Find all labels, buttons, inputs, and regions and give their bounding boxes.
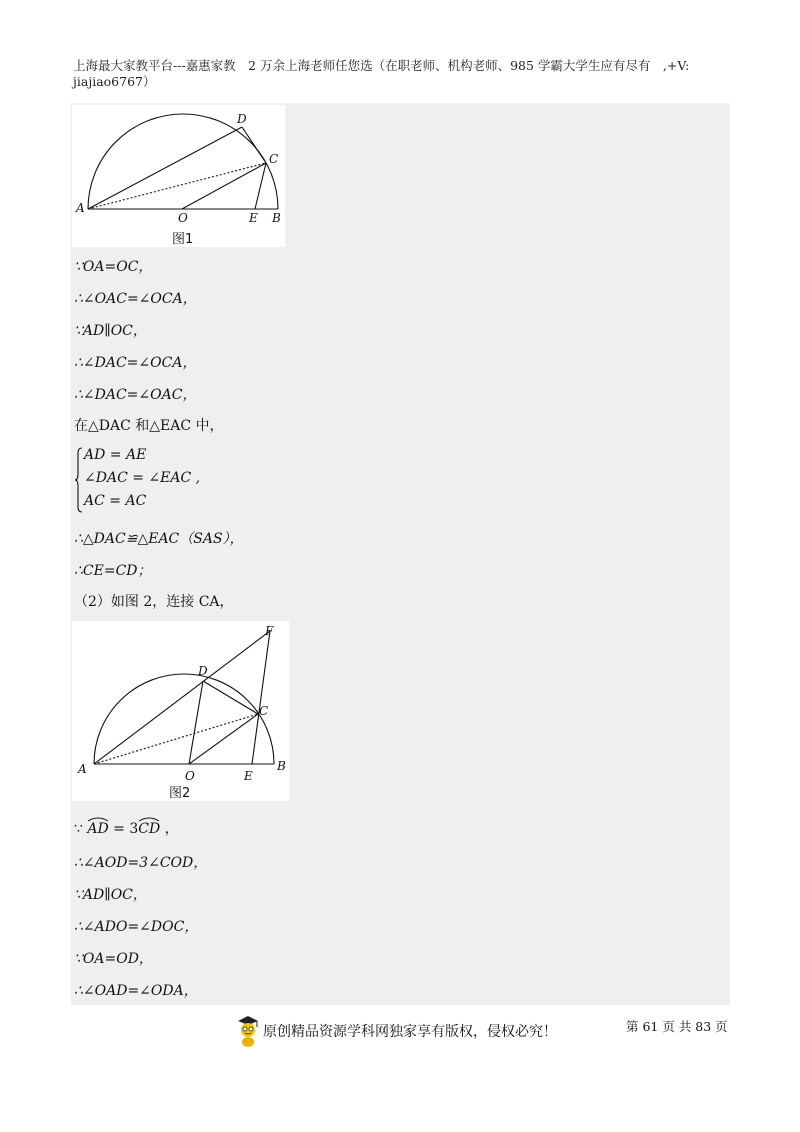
solution-line: ∵OA=OD， [74, 951, 153, 967]
fig2-label-A: A [78, 762, 87, 776]
solution-line: ∴∠OAD=∠ODA， [74, 983, 198, 999]
header-line-2: jiajiao6767） [73, 74, 156, 89]
solution-line: ∴∠ADO=∠DOC， [74, 919, 199, 935]
fig1-label-O: O [178, 211, 188, 225]
solution-line: ∴∠AOD=3∠COD， [74, 855, 208, 871]
arc-prefix: ∵ [74, 821, 88, 837]
arc-suffix: ， [160, 821, 179, 837]
fig2-segment-OD [189, 681, 203, 764]
fig1-label-D: D [237, 112, 247, 126]
fig1-segment-AC [88, 163, 266, 209]
fig2-segment-FE [252, 631, 270, 764]
solution-line: ∴CE=CD； [74, 563, 152, 579]
header-line-1: 上海最大家教平台---嘉惠家教 2 万余上海老师任您选（在职老师、机构老师、985 学霸大学生应有尽有 ,+V: [73, 58, 690, 73]
equation-system [74, 445, 214, 515]
solution-line: ∴∠OAC=∠OCA， [74, 291, 197, 307]
equation-row: ∠DAC = ∠EAC , [84, 470, 201, 486]
solution-line: 在△DAC 和△EAC 中， [74, 418, 224, 434]
figure-2-diagram [72, 621, 289, 801]
left-brace [74, 447, 84, 513]
fig2-segment-AC [94, 714, 258, 764]
fig1-label-E: E [249, 211, 258, 225]
fig2-semicircle [94, 674, 274, 764]
solution-line: ∵AD∥OC， [74, 887, 147, 903]
arc-mid: = 3 [108, 821, 139, 837]
arc-CD: CD [138, 819, 160, 839]
arc-AD: AD [87, 819, 108, 839]
fig2-segment-AF [94, 631, 270, 764]
solution-line: （2）如图 2，连接 CA， [74, 594, 234, 610]
fig2-label-E: E [244, 769, 253, 783]
solution-line: ∴△DAC≌△EAC（SAS）， [74, 531, 244, 547]
figure-1-diagram [72, 105, 285, 247]
fig2-caption: 图2 [169, 786, 191, 801]
arc-mark-icon [87, 816, 109, 822]
fig2-segment-DC [203, 681, 258, 714]
figure-1 [72, 105, 285, 247]
fig2-segment-OC [189, 714, 258, 764]
fig2-label-F: F [265, 624, 274, 638]
equation-row: AD = AE [84, 447, 147, 463]
solution-line: ∵OA=OC， [74, 259, 153, 275]
fig1-caption: 图1 [172, 232, 194, 247]
arc-mark-icon [138, 816, 160, 822]
fig1-label-A: A [76, 201, 85, 215]
fig1-label-C: C [269, 152, 279, 166]
fig2-label-D: D [198, 664, 208, 678]
figure-2 [72, 621, 289, 801]
fig1-segment-DC [242, 127, 266, 163]
fig2-label-O: O [185, 769, 195, 783]
page-number: 第 61 页 共 83 页 [626, 1019, 728, 1034]
solution-line: ∵AD∥OC， [74, 323, 147, 339]
solution-line: ∴∠DAC=∠OCA， [74, 355, 197, 371]
fig1-label-B: B [272, 211, 281, 225]
fig2-label-B: B [277, 759, 286, 773]
fig2-label-C: C [259, 704, 269, 718]
mascot-logo-icon [234, 1014, 262, 1048]
arc-equation-line [74, 819, 179, 839]
solution-content [71, 103, 730, 1005]
solution-line: ∴∠DAC=∠OAC， [74, 387, 197, 403]
page-header [73, 58, 733, 90]
fig1-segment-CE [255, 163, 266, 209]
copyright-note: 原创精品资源学科网独家享有版权，侵权必究！ [263, 1024, 557, 1040]
fig1-semicircle [88, 114, 278, 209]
fig1-segment-OC [182, 163, 266, 209]
equation-row: AC = AC [84, 493, 147, 509]
fig1-segment-AD [88, 127, 242, 209]
